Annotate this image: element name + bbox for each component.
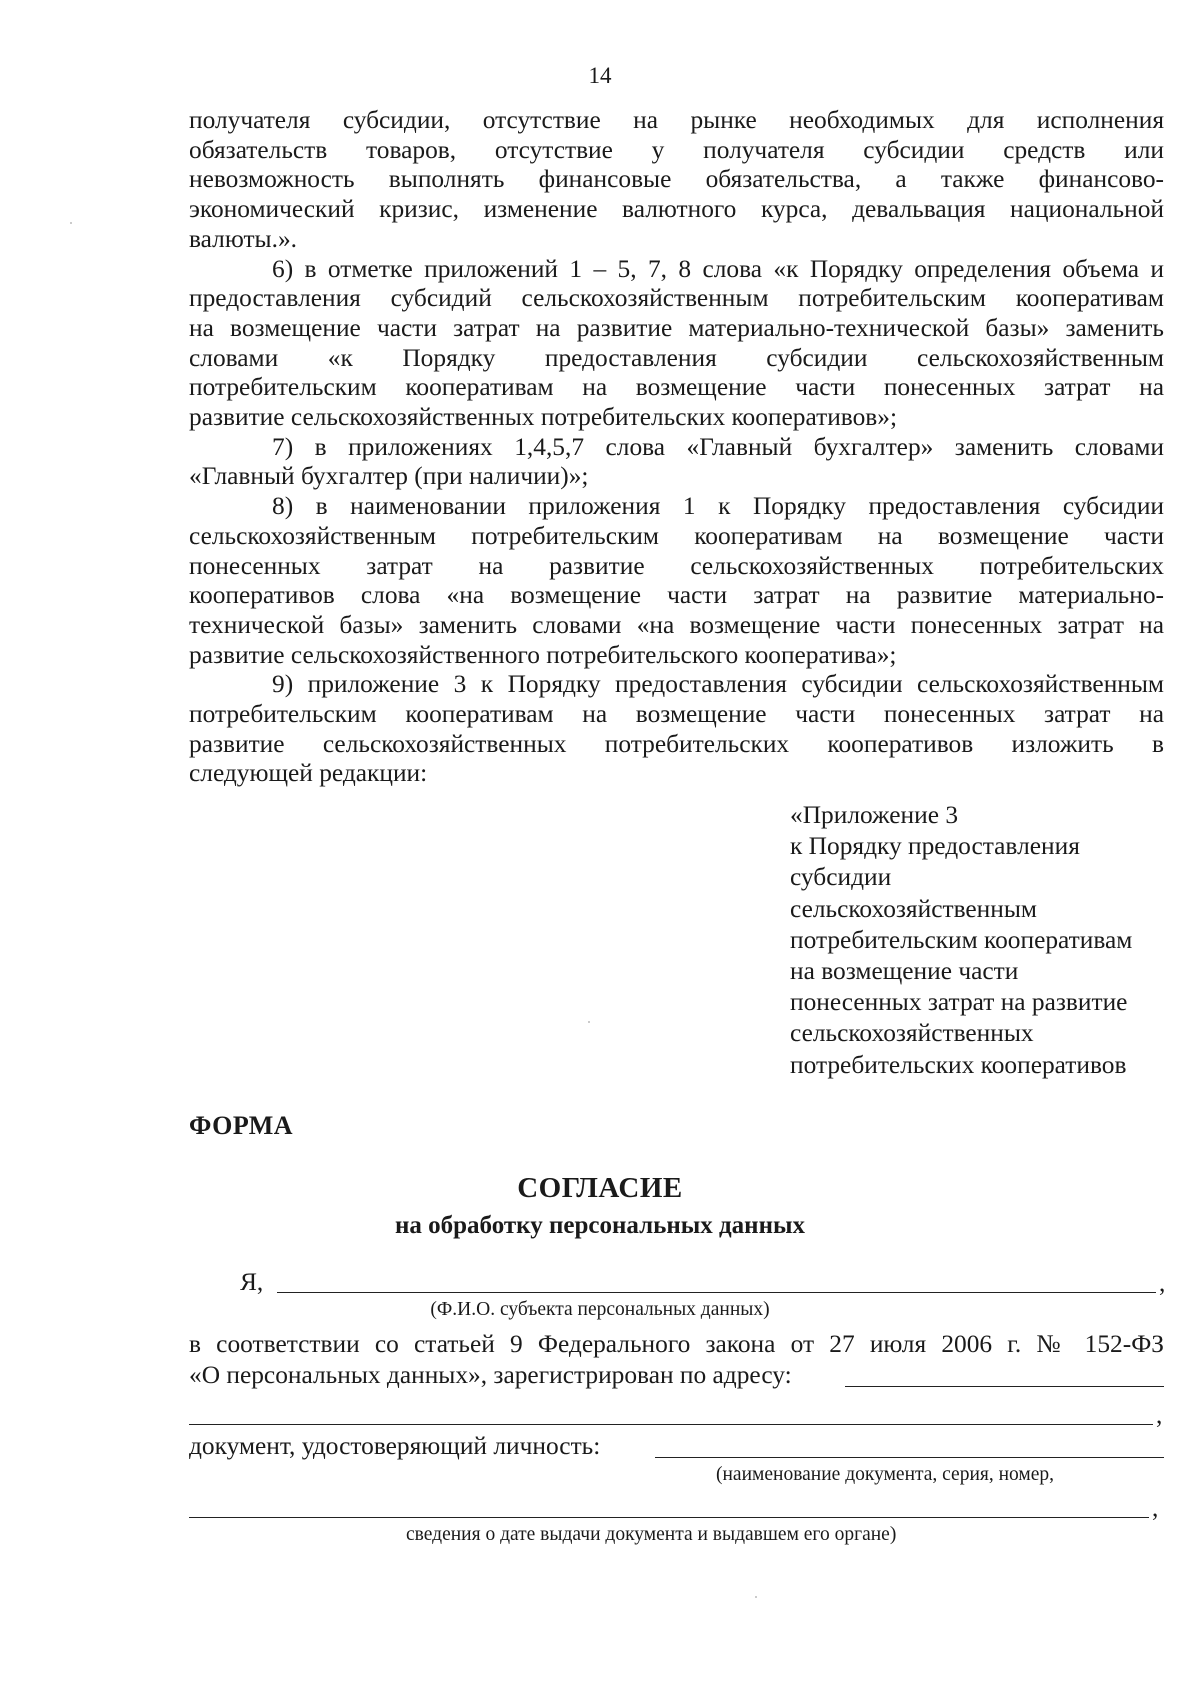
body-line: обязательств товаров, отсутствие у получателя субсидии средств или <box>189 135 1164 164</box>
annex-line: потребительских кооперативов <box>790 1050 1127 1079</box>
fio-caption: (Ф.И.О. субъекта персональных данных) <box>430 1299 770 1320</box>
body-line: 7) в приложениях 1,4,5,7 слова «Главный бухгалтер» заменить словами <box>272 432 1164 461</box>
address-comma: , <box>1156 1401 1163 1429</box>
annex-line: к Порядку предоставления <box>790 832 1080 861</box>
body-line: 6) в отметке приложений 1 – 5, 7, 8 слова «к Порядку определения объема и <box>272 254 1164 283</box>
ya-label: Я, <box>240 1268 264 1296</box>
annex-line: субсидии <box>790 863 892 892</box>
address-field-line[interactable] <box>845 1386 1164 1387</box>
body-line: получателя субсидии, отсутствие на рынке необходимых для исполнения <box>189 106 1164 134</box>
body-line: словами «к Порядку предоставления субсидии сельскохозяйственным <box>189 343 1164 372</box>
document-continuation-line[interactable] <box>189 1517 1149 1518</box>
annex-line: «Приложение 3 <box>790 801 959 829</box>
scan-speck <box>70 222 72 224</box>
body-line: технической базы» заменить словами «на возмещение части понесенных затрат на <box>189 610 1164 639</box>
document-label: документ, удостоверяющий личность: <box>189 1432 601 1460</box>
body-line: 8) в наименовании приложения 1 к Порядку предоставления субсидии <box>272 492 1164 521</box>
annex-line: сельскохозяйственных <box>790 1019 1034 1048</box>
body-line: развитие сельскохозяйственного потребительского кооператива»; <box>189 640 897 669</box>
body-line: валюты.». <box>189 224 297 253</box>
body-line: потребительским кооперативам на возмещение части понесенных затрат на <box>189 700 1164 729</box>
annex-line: потребительским кооперативам <box>790 925 1133 954</box>
annex-block <box>790 800 1170 1081</box>
consent-title: СОГЛАСИЕ <box>517 1172 683 1204</box>
page-number: 14 <box>588 63 612 88</box>
scan-speck <box>755 1596 757 1598</box>
document-caption: (наименование документа, серия, номер, <box>716 1464 1055 1485</box>
body-line: на возмещение части затрат на развитие материально-технической базы» заменить <box>189 313 1164 342</box>
body-line: «Главный бухгалтер (при наличии)»; <box>189 462 589 491</box>
issue-caption: сведения о дате выдачи документа и выдавшем его органе) <box>406 1524 897 1545</box>
consent-subtitle: на обработку персональных данных <box>395 1212 805 1239</box>
law-reference-line: в соответствии со статьей 9 Федерального закона от 27 июля 2006 г. № 152-ФЗ <box>189 1330 1164 1358</box>
fio-comma: , <box>1159 1269 1166 1297</box>
address-label: «О персональных данных», зарегистрирован по адресу: <box>189 1361 792 1389</box>
body-line: понесенных затрат на развитие сельскохозяйственных потребительских <box>189 551 1164 580</box>
body-line: развитие сельскохозяйственных потребительских кооперативов»; <box>189 403 898 432</box>
body-line: 9) приложение 3 к Порядку предоставления субсидии сельскохозяйственным <box>272 670 1164 699</box>
address-continuation-line[interactable] <box>189 1424 1153 1425</box>
annex-line: понесенных затрат на развитие <box>790 988 1128 1017</box>
body-line: кооперативов слова «на возмещение части затрат на развитие материально- <box>189 581 1164 610</box>
body-line: следующей редакции: <box>189 759 428 788</box>
document-comma: , <box>1152 1494 1159 1522</box>
body-line: экономический кризис, изменение валютного курса, девальвация национальной <box>189 195 1164 224</box>
fio-field-line[interactable] <box>277 1292 1156 1293</box>
body-line: сельскохозяйственным потребительским кооперативам на возмещение части <box>189 521 1164 550</box>
body-line: предоставления субсидий сельскохозяйственным потребительским кооперативам <box>189 284 1164 313</box>
body-line: потребительским кооперативам на возмещение части понесенных затрат на <box>189 373 1164 402</box>
annex-line: сельскохозяйственным <box>790 894 1037 923</box>
form-label: ФОРМА <box>189 1111 294 1140</box>
body-line: невозможность выполнять финансовые обязательства, а также финансово- <box>189 165 1164 194</box>
body-text <box>189 106 1164 789</box>
body-line: развитие сельскохозяйственных потребительских кооперативов изложить в <box>189 729 1164 758</box>
scan-speck <box>588 1021 590 1023</box>
annex-line: на возмещение части <box>790 957 1019 986</box>
document-field-line[interactable] <box>655 1457 1164 1458</box>
